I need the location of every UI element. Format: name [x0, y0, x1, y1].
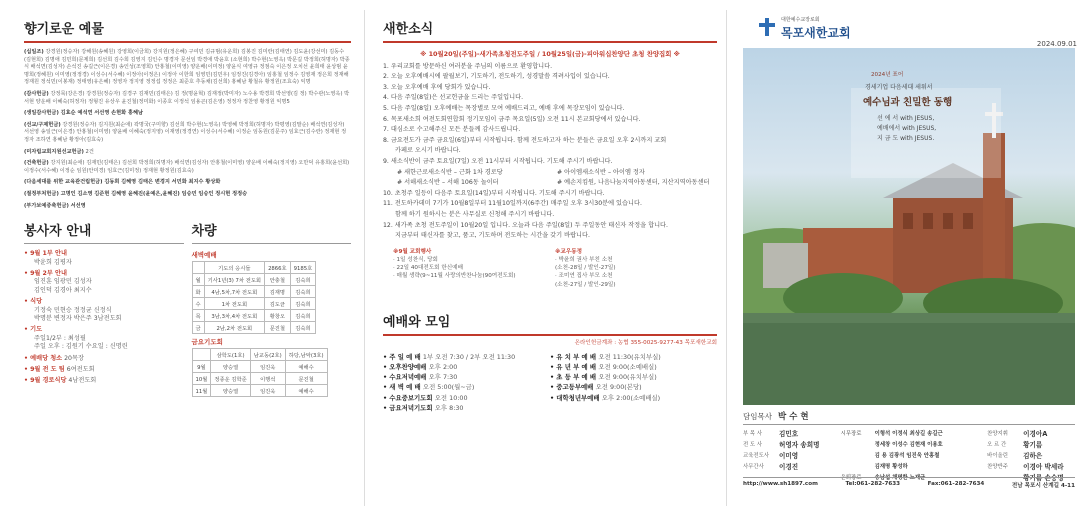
volunteer-title: 봉사자 안내	[24, 224, 92, 240]
staff-role: 사무간사	[743, 464, 764, 470]
education-paragraph: (다음세대를 위한 교육관건립헌금) 김동희 김혜영 김태은 변경지 서민화 최지수 황상화	[24, 179, 221, 186]
cross-logo-icon	[759, 18, 775, 36]
schedule-row	[383, 372, 550, 382]
volunteer-line: 기정숙 민현승 정정균 신정식	[34, 306, 112, 314]
schedule-name: • 수요중보기도회	[383, 393, 435, 402]
schedule-time: 오후 8:30	[434, 403, 464, 412]
table-cell: 9월	[192, 361, 211, 373]
motto-lines	[877, 114, 936, 144]
schedule-name: • 초 등 부 예 배	[550, 373, 599, 382]
schedule-name: • 유 년 부 예 배	[550, 362, 599, 371]
table-cell: 김재명	[265, 286, 291, 298]
schedule-time: 오전 11:30(유치부실)	[598, 352, 661, 361]
staff-row	[987, 440, 1075, 451]
volunteer-tail: 4남전도회	[66, 377, 97, 385]
table-cell: 삼학도(1호)	[211, 349, 250, 361]
website-link[interactable]: http://www.sh1897.com	[743, 481, 818, 487]
motto-line: 지 금 도 with JESUS.	[877, 135, 935, 142]
staff-name: 김하은	[1023, 452, 1043, 460]
volunteer-tail: 20목장	[62, 354, 84, 362]
staff-role: 부 목 사	[743, 431, 763, 437]
table-row	[192, 322, 316, 334]
schedule-row	[550, 382, 717, 392]
volunteer-item	[24, 377, 184, 385]
bulletin-date: 2024.09.01	[1036, 40, 1077, 48]
news-item: 11. 전도하카데미 7기가 10월8일부터 11월10일까지(6주간) 매주일 오후 3시30분에 있습니다.	[383, 200, 642, 208]
volunteer-line: 임진훈 임광민 김성자	[34, 278, 92, 286]
staff-role: 교육전도사	[743, 453, 770, 459]
church-header	[743, 6, 1077, 50]
table-cell: 김숙희	[290, 322, 316, 334]
table-cell: 3남,3차,4차 전도회	[204, 310, 264, 322]
staff-role: 전 도 사	[743, 442, 763, 448]
schedule-name: • 중고등부예배	[550, 383, 596, 392]
table-cell: 목	[192, 310, 204, 322]
staff-row	[987, 429, 1075, 440]
denomination: 대한예수교장로회	[781, 17, 820, 23]
volunteer-heading	[24, 250, 184, 258]
staff-row	[743, 462, 841, 473]
offerings-title: 향기로운 예물	[24, 22, 104, 37]
friday-subhead: 금요기도회	[191, 338, 223, 347]
volunteer-line: 주일1/2부 : 최성필	[34, 334, 86, 342]
schedule-row	[550, 362, 717, 372]
staff-role: 찬양지휘	[987, 431, 1008, 437]
table-row	[192, 262, 316, 274]
table-cell: 10월	[192, 373, 211, 385]
worship-title: 예배와 모임	[383, 314, 451, 330]
tithe-paragraph: (십일조) 강경원(정승자) 강해원(송혜원) 강영희(이금희) 강지원(정은혜) 구여민 김규범(유운희) 김봉진 김미란(김태연) 김도윤(강선미) 김동수(김현희) 김명애 김민희(문제희) 김선희 김수희 김영지 김인수 명경자 문선임 박경애 박윤호 (소현희) 박수현(노영옥) 박문길 박정희(허명자) 박종식 배석면(김성자) 손석진 송길근(이은경) 송인성(조영희) 안홍철(이미영) 양운배(이미정) 양윤식 여영규 정점숙 이은정 오치선 윤희태 윤상범 윤명희(정혜원) 이미영(정정경) 이성수(서수혜) 이정아(이정은) 이정아 이한희 임영민(김민우) 임정진(김경아) 임홍철 임정수 김영재 정은희 정재해 정재원 정석민(이봉재) 정태영(유은혜) 정영자 정지영 정정섭 정정은 최준호 추동채(김선희) 홍혜남 황철유 황정원(조효숙) 익명	[24, 49, 350, 86]
church-photo	[743, 48, 1075, 405]
table-row	[192, 349, 327, 361]
address: 전남 목포시 산계길 4-11	[1011, 483, 1075, 489]
news-item: 2. 오늘 오후예배시에 팔월보기, 기도하기, 전도하기, 성경말씀 격려사입이 있습니다.	[383, 73, 610, 81]
volunteer-line: 김인덕 김경아 최지수	[34, 286, 92, 294]
table-row	[192, 298, 316, 310]
staff-row	[743, 440, 841, 451]
small-church-paragraph: (미자립교회지원선교헌금) 2건	[24, 148, 94, 155]
volunteer-item	[24, 298, 184, 323]
schedule-row	[383, 362, 550, 372]
head-pastor-label: 담임목사	[743, 412, 772, 421]
table-cell: 11월	[192, 385, 211, 397]
motto-line: 예배에서 with JESUS,	[877, 125, 937, 132]
news-item: 7. 대심소로 수고해주신 모든 분들께 감사드립니다.	[383, 126, 521, 134]
volunteer-head: • 9월 1부 안내	[24, 250, 67, 258]
table-cell: 하당,남악(3호)	[285, 349, 327, 361]
table-cell: 임진욱	[250, 385, 285, 397]
table-cell: 문진철	[265, 322, 291, 334]
table-row	[192, 286, 316, 298]
head-pastor-name: 박 수 현	[777, 412, 809, 422]
table-cell: 황창오	[265, 310, 291, 322]
column-cover	[727, 0, 1091, 516]
schedule-name: • 대학청년부예배	[550, 393, 602, 402]
news-person-item: · 박윤희 권사 부친 소천	[555, 256, 613, 263]
schedule-name: • 주 일 예 배	[383, 352, 423, 361]
news-item: 함께 하기 원하시는 분은 사무실로 신청해 주시기 바랍니다.	[395, 210, 555, 218]
news-item: 3. 오늘 오후예배 후에 당회가 있습니다.	[383, 83, 491, 91]
church-name: 목포새한교회	[781, 26, 851, 40]
volunteer-heading	[24, 298, 184, 306]
schedule-name: • 오후찬양예배	[383, 362, 429, 371]
table-cell: 2남,2차 전도회	[204, 322, 264, 334]
news-item: 카페로 오시기 바랍니다.	[395, 147, 461, 155]
volunteer-line: 박윤희 김평자	[34, 258, 72, 266]
table-row	[192, 274, 316, 286]
friday-vehicle-table	[192, 348, 328, 397]
schedule-name: • 수요저녁예배	[383, 373, 429, 382]
staff-name: 이경진	[779, 463, 799, 471]
table-cell: 문진철	[285, 373, 327, 385]
schedule-time: 오후 7:30	[428, 373, 458, 382]
mission-paragraph: (선교/구제헌금) 강경원(정승자) 김지원(최순애) 곽명국(구미향) 김선희 박수현(노영옥) 박영혜 박정희(허명자) 박평영(김말순) 배석연(김성자) 서선영 송일근(이은경) 안홍철(이미영) 양윤배 이혜숙(정지영) 이재영(정경연) 이성수(서수혜) 이정순 임동원(김문주) 임효근(김수란) 정재현 정정자 조하연 홍혜남 황정아(김효숙)	[24, 121, 347, 143]
volunteer-head: • 9월 경로식당	[24, 377, 67, 385]
volunteer-line: 주일 오후 : 김원기 수요일 : 신명린	[34, 343, 128, 351]
staff-role: 찬양반주	[987, 464, 1008, 470]
schedule-time: 오전 9:00(소예배실)	[598, 362, 657, 371]
table-cell: 안충철	[265, 274, 291, 286]
schedule-time: 오전 5:00(월~금)	[422, 383, 475, 392]
news-person-item: · 조미연 집사 부모 소천	[555, 273, 613, 280]
events-box: ※9월 교회행사 · 1일 성찬식, 당회 · 22일 40대전도회 한신예배 · 매월 생략(9~11월 사랑의반찬나눔(90여전도회) ※교우동정 · 박윤희 권사 부친 소천 (소천-28일 / 발인-27일) · 조미연 집사 부모 소천 (소천-27일 / 발인-29일)	[383, 248, 717, 289]
staff-name: 이경아 박세라	[1023, 463, 1064, 471]
schedule-row	[383, 403, 550, 413]
table-row	[192, 361, 327, 373]
fax: Fax:061-282-7634	[927, 481, 985, 487]
table-cell: 4남,5차,7차 전도회	[204, 286, 264, 298]
table-cell: 임진욱	[250, 361, 285, 373]
building-paragraph: (건축헌금) 강지원(최순애) 김재민(김태은) 김선희 박정희(허명자) 배석면(김성자) 안홍철(이미영) 양운배 이혜숙(정지영) 오만덕 유홍희(윤선희) 이정수(서수혜) 이정순 임원(안미경) 임효근(김미정) 정재현 황정원(김효숙)	[24, 160, 350, 174]
news-headline: ※ 10월20일(주일)-새가족초청전도주일 / 10월25일(금)-피아워십찬양단 초청 찬양집회 ※	[420, 50, 680, 58]
expansion-paragraph: (부가보예증축헌금) 서선영	[24, 202, 86, 209]
volunteer-head: • 예배당 청소	[24, 354, 63, 362]
staff-section: 담임목사 박 수 현 부 목 사 김민호 전 도 사 허영자 송희명 교육전도사 이미영 사무간사 이경진 시무장로 이형석 이정식 최상길 송길근 정세창 이성수 김현재 이용호 김 용 김광석 임진욱 안홍철 김재명 황성하 은퇴장로 송남섭 채명환 노재균 찬양지휘 이경아A 오 르 간 황기름 바이올린 김하은 찬양반주 이경아 박세라 황기름 손승명	[743, 410, 1075, 484]
event-item: · 1일 성찬식, 당회	[393, 256, 438, 263]
staff-name: 이경아A	[1023, 430, 1048, 438]
staff-row	[987, 462, 1075, 473]
staff-role: 바이올린	[987, 453, 1008, 459]
table-cell: 화	[192, 286, 204, 298]
news-item: 1. 우리교회를 방문하신 여러분을 주님의 이름으로 환영합니다.	[383, 62, 553, 70]
column-news	[365, 0, 727, 516]
schedule-row	[383, 393, 550, 403]
schedule-name: • 새 벽 예 배	[383, 383, 423, 392]
vehicle-title: 차량	[191, 224, 217, 240]
volunteer-head: • 9월 전 도 팀	[24, 365, 65, 373]
table-cell: 김숙희	[290, 274, 316, 286]
phone: Tel:061-282-7633	[845, 481, 901, 487]
volunteer-item	[24, 270, 184, 295]
event-item: · 22일 40대전도회 한신예배	[393, 265, 463, 272]
table-cell: 수	[192, 298, 204, 310]
volunteer-item	[24, 250, 184, 267]
schedule-row	[550, 352, 717, 362]
staff-row	[743, 429, 841, 440]
volunteer-section	[24, 220, 184, 397]
news-item: 9. 새소식반이 금주 토요일(7일) 오전 11시부터 시작됩니다. 기도해 주시기 바랍니다.	[383, 157, 613, 165]
table-cell: 김도균	[265, 298, 291, 310]
schedule-name: • 유 치 부 예 배	[550, 352, 599, 361]
news-pair: # 새한근로새소식반 – 근화 1차 경로당 # 아이엠새소식반 – 아이엠 정자	[397, 168, 645, 176]
staff-role: 오 르 간	[987, 442, 1007, 448]
motto-year: 2024년 표어	[871, 72, 904, 78]
event-item: · 매월 생략(9~11월 사랑의반찬나눔(90여전도회)	[393, 273, 516, 280]
elder-line: 정세창 이성수 김현재 이용호	[874, 442, 943, 448]
volunteer-head: • 기도	[24, 326, 43, 334]
staff-row	[743, 451, 841, 462]
table-cell	[192, 349, 211, 361]
table-cell: 김숙희	[290, 298, 316, 310]
schedule-time: 오전 9:00(유치부실)	[598, 373, 657, 382]
table-cell: 예해수	[285, 361, 327, 373]
table-row	[192, 385, 327, 397]
table-cell: 김숙희	[290, 286, 316, 298]
news-item: 6. 목포새소희 여전도회연합회 정기모임이 금주 목요일(5일) 오전 11시 본교회당에서 있습니다.	[383, 115, 641, 123]
news-item: 5. 다음 주일(8일) 오후예배는 목장별로 모여 예배드리고, 예배 후에 목장모임이 있습니다.	[383, 104, 625, 112]
elder-line: 김 용 김광석 임진욱 안홍철	[874, 453, 940, 459]
table-cell: 금	[192, 322, 204, 334]
volunteer-line: 박명분 변정자 박은주 3남전도회	[34, 314, 122, 322]
table-cell	[192, 262, 204, 274]
volunteer-head: • 9월 2부 안내	[24, 269, 67, 277]
staff-name: 황기름 손승명	[1023, 474, 1064, 482]
worship-schedule	[383, 352, 717, 413]
news-person-item: (소천-27일 / 발인-29일)	[555, 281, 616, 288]
table-cell: 기사1년(3) 7차 전도회	[204, 274, 264, 286]
news-item: 10. 초청주 일등이 다음주 토요일(14일)부터 시작됩니다. 기도해 주시기 바랍니다.	[383, 189, 605, 197]
volunteer-item	[24, 355, 184, 363]
volunteer-item	[24, 366, 184, 374]
table-cell: 양승열	[211, 385, 250, 397]
divider	[24, 41, 351, 43]
table-cell: 예해수	[285, 385, 327, 397]
staff-name: 황기름	[1023, 441, 1043, 449]
staff-name: 이미영	[779, 452, 799, 460]
schedule-time: 오후 2:00(소예배실)	[601, 393, 661, 402]
footer	[743, 477, 1075, 489]
volunteer-head: • 식당	[24, 298, 43, 306]
motto-line1: 경세기업 다음세대 세워서	[865, 84, 933, 91]
news-item: 4. 다음 주일(8일)은 선교헌금을 드리는 주일입니다.	[383, 94, 524, 102]
news-pair: # 서해새소식반 – 서해 106동 놀이터 # 예손지킴원, 나음나눔지역아동센터, 지산지역아동센터	[397, 179, 710, 187]
schedule-time: 오전 10:00	[434, 393, 468, 402]
staff-name: 허영자 송희명	[779, 441, 820, 449]
motto-main: 예수님과 친밀한 동행	[863, 97, 953, 108]
staff-name: 김민호	[779, 430, 799, 438]
schedule-time: 오후 2:00	[428, 362, 458, 371]
volunteer-heading	[24, 377, 184, 385]
schedule-time: 오전 9:00(본당)	[595, 383, 642, 392]
table-cell: 2866호	[265, 262, 291, 274]
table-row	[192, 373, 327, 385]
table-cell: 양승열	[211, 361, 250, 373]
dawn-subhead: 새벽예배	[191, 251, 217, 260]
table-cell: 이행석	[250, 373, 285, 385]
schedule-row	[383, 382, 550, 392]
thanks-paragraph: (감사헌금) 강정묵(강은경) 강경원(정승자) 김경구 김재민(김태은) 김 정(명윤혁) 김재정(박미자) 노수용 박경희 박선영(김 정) 박수관(노영옥) 박서현 양운배 이혜숙(허정자) 정형진 유상우 윤진철(정미화) 이종호 이정석 임용곤(김은영) 정정자 정찬영 황정원 익명5	[24, 90, 350, 105]
account-info: 온라인헌금계좌 : 농협 355-0025-9277-43 목포새한교회	[574, 339, 717, 346]
news-item: 8. 금요전도가 금주 금요일(6일)부터 시작됩니다. 함께 전도하고자 하는 분들은 금요일 오후 2시까지 교회	[383, 136, 667, 144]
news-list	[383, 49, 717, 242]
schedule-row	[550, 393, 717, 403]
table-cell: 월	[192, 274, 204, 286]
table-row	[192, 310, 316, 322]
schedule-row	[550, 372, 717, 382]
staff-row	[987, 451, 1075, 462]
news-person-item: (소천-28일 / 발인-27일)	[555, 265, 616, 272]
vehicle-section	[192, 220, 352, 397]
schedule-row	[383, 352, 550, 362]
dawn-vehicle-table	[192, 261, 317, 334]
motto-line: 선 에 서 with JESUS,	[877, 115, 935, 122]
table-cell: 남교동(2호)	[250, 349, 285, 361]
volunteer-heading	[24, 326, 184, 334]
volunteer-list	[24, 250, 184, 386]
news-item: 12. 새가족 초청 전도주일이 10월20일 입니다. 오늘과 다음 주일(8일) 두 주일동안 태신자 작정을 합니다.	[383, 221, 669, 229]
table-cell: 1차 전도회	[204, 298, 264, 310]
table-cell: 9185호	[290, 262, 316, 274]
table-cell: 김숙희	[290, 310, 316, 322]
elder-line: 이형석 이정식 최상길 송길근	[874, 431, 943, 437]
table-cell: 정종운 김학준	[211, 373, 250, 385]
volunteer-item	[24, 326, 184, 351]
elder-line: 김재명 황성하	[874, 464, 908, 470]
news-item: 지금부터 태신자를 찾고, 품고, 기도하며 전도하는 시간을 갖기 바랍니다.	[395, 232, 590, 240]
schedule-time: 1부 오전 7:30 / 2부 오전 11:30	[422, 352, 516, 361]
extra-paragraph: (절정부처헌금) 고명인 김소영 김준현 김혜영 윤혜진(윤예은,윤혜진) 임승민 임승인 정시현 정정승	[24, 190, 248, 197]
news-title: 새한소식	[383, 22, 434, 37]
volunteer-heading	[24, 366, 184, 374]
birthday-paragraph: (생일감사헌금) 김효순 예석연 서선영 손현화 홍혜남	[24, 110, 144, 117]
table-cell: 기도의 응시들	[204, 262, 264, 274]
volunteer-tail: 6여전도회	[64, 365, 95, 373]
volunteer-heading	[24, 355, 184, 363]
schedule-name: • 금요저녁기도회	[383, 403, 435, 412]
column-offerings	[0, 0, 365, 516]
